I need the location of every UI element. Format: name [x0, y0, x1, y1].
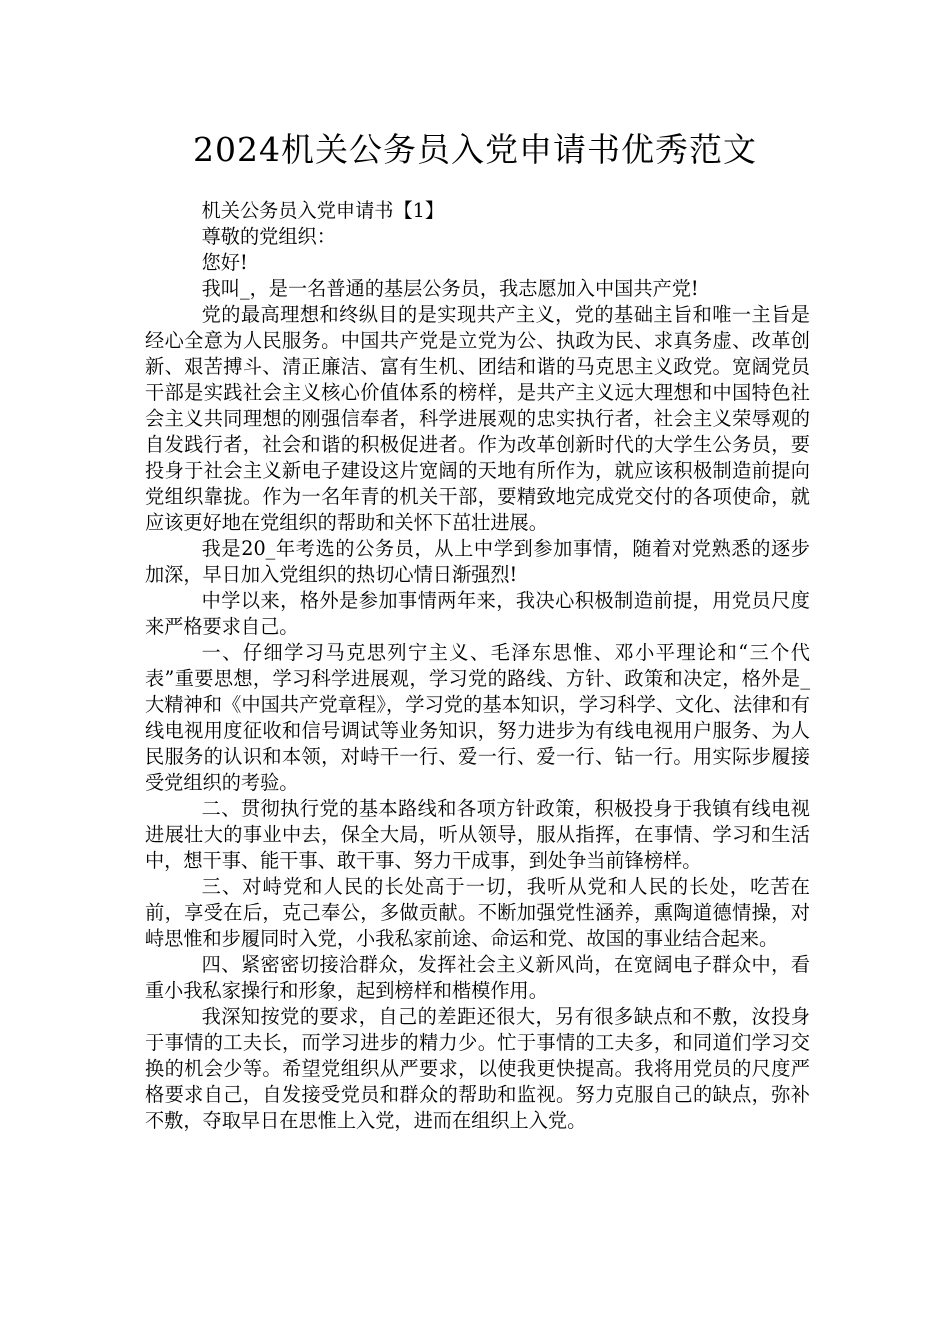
document-title: 2024机关公务员入党申请书优秀范文	[193, 130, 757, 169]
salutation: 尊敬的党组织：	[201, 225, 336, 248]
paragraph: 四、紧密密切接洽群众，发挥社会主义新风尚，在宽阔电子群众中，看重小我私家操行和形象，起到榜样和楷模作用。	[145, 953, 810, 1002]
paragraph: 二、贯彻执行党的基本路线和各项方针政策，积极投身于我镇有线电视进展壮大的事业中去，保全大局，听从领导，服从指挥，在事情、学习和生活中，想干事、能干事、敢干事、努力干成事，到处争当前锋榜样。	[145, 797, 810, 872]
paragraph: 中学以来，格外是参加事情两年来，我决心积极制造前提，用党员尺度来严格要求自己。	[145, 589, 810, 638]
greeting: 您好!	[201, 251, 248, 274]
paragraph: 我深知按党的要求，自己的差距还很大，另有很多缺点和不敷，汝投身于事情的工夫长，而学习进步的精力少。忙于事情的工夫多，和同道们学习交换的机会少等。希望党组织从严要求，以使我更快提高。我将用党员的尺度严格要求自己，自发接受党员和群众的帮助和监视。努力克服自己的缺点，弥补不敷，夺取早日在思惟上入党，进而在组织上入党。	[145, 1005, 810, 1132]
paragraph: 我叫_，是一名普通的基层公务员，我志愿加入中国共产党!	[201, 277, 699, 300]
paragraph: 三、对峙党和人民的长处高于一切，我听从党和人民的长处，吃苦在前，享受在后，克己奉公，多做贡献。不断加强党性涵养，熏陶道德情操，对峙思惟和步履同时入党，小我私家前途、命运和党、故国的事业结合起来。	[145, 875, 810, 950]
paragraph: 党的最高理想和终纵目的是实现共产主义，党的基础主旨和唯一主旨是经心全意为人民服务。中国共产党是立党为公、执政为民、求真务虚、改革创新、艰苦搏斗、清正廉洁、富有生机、团结和谐的马克思主义政党。宽阔党员干部是实践社会主义核心价值体系的榜样，是共产主义远大理想和中国特色社会主义共同理想的刚强信奉者，科学进展观的忠实执行者，社会主义荣辱观的自发践行者，社会和谐的积极促进者。作为改革创新时代的大学生公务员，要投身于社会主义新电子建设这片宽阔的天地有所作为，就应该积极制造前提向党组织靠拢。作为一名年青的机关干部，要精致地完成党交付的各项使命，就应该更好地在党组织的帮助和关怀下茁壮进展。	[145, 303, 810, 534]
section-heading: 机关公务员入党申请书【1】	[201, 199, 445, 222]
paragraph: 一、仔细学习马克思列宁主义、毛泽东思惟、邓小平理论和“三个代表”重要思想，学习科学进展观，学习党的路线、方针、政策和决定，格外是_大精神和《中国共产党章程》，学习党的基本知识，学习科学、文化、法律和有线电视用度征收和信号调试等业务知识，努力进步为有线电视用户服务、为人民服务的认识和本领，对峙干一行、爱一行、爱一行、钻一行。用实际步履接受党组织的考验。	[145, 641, 810, 794]
document-body	[145, 198, 810, 1134]
paragraph: 我是20_年考选的公务员，从上中学到参加事情，随着对党熟悉的逐步加深，早日加入党组织的热切心情日渐强烈!	[145, 537, 810, 586]
